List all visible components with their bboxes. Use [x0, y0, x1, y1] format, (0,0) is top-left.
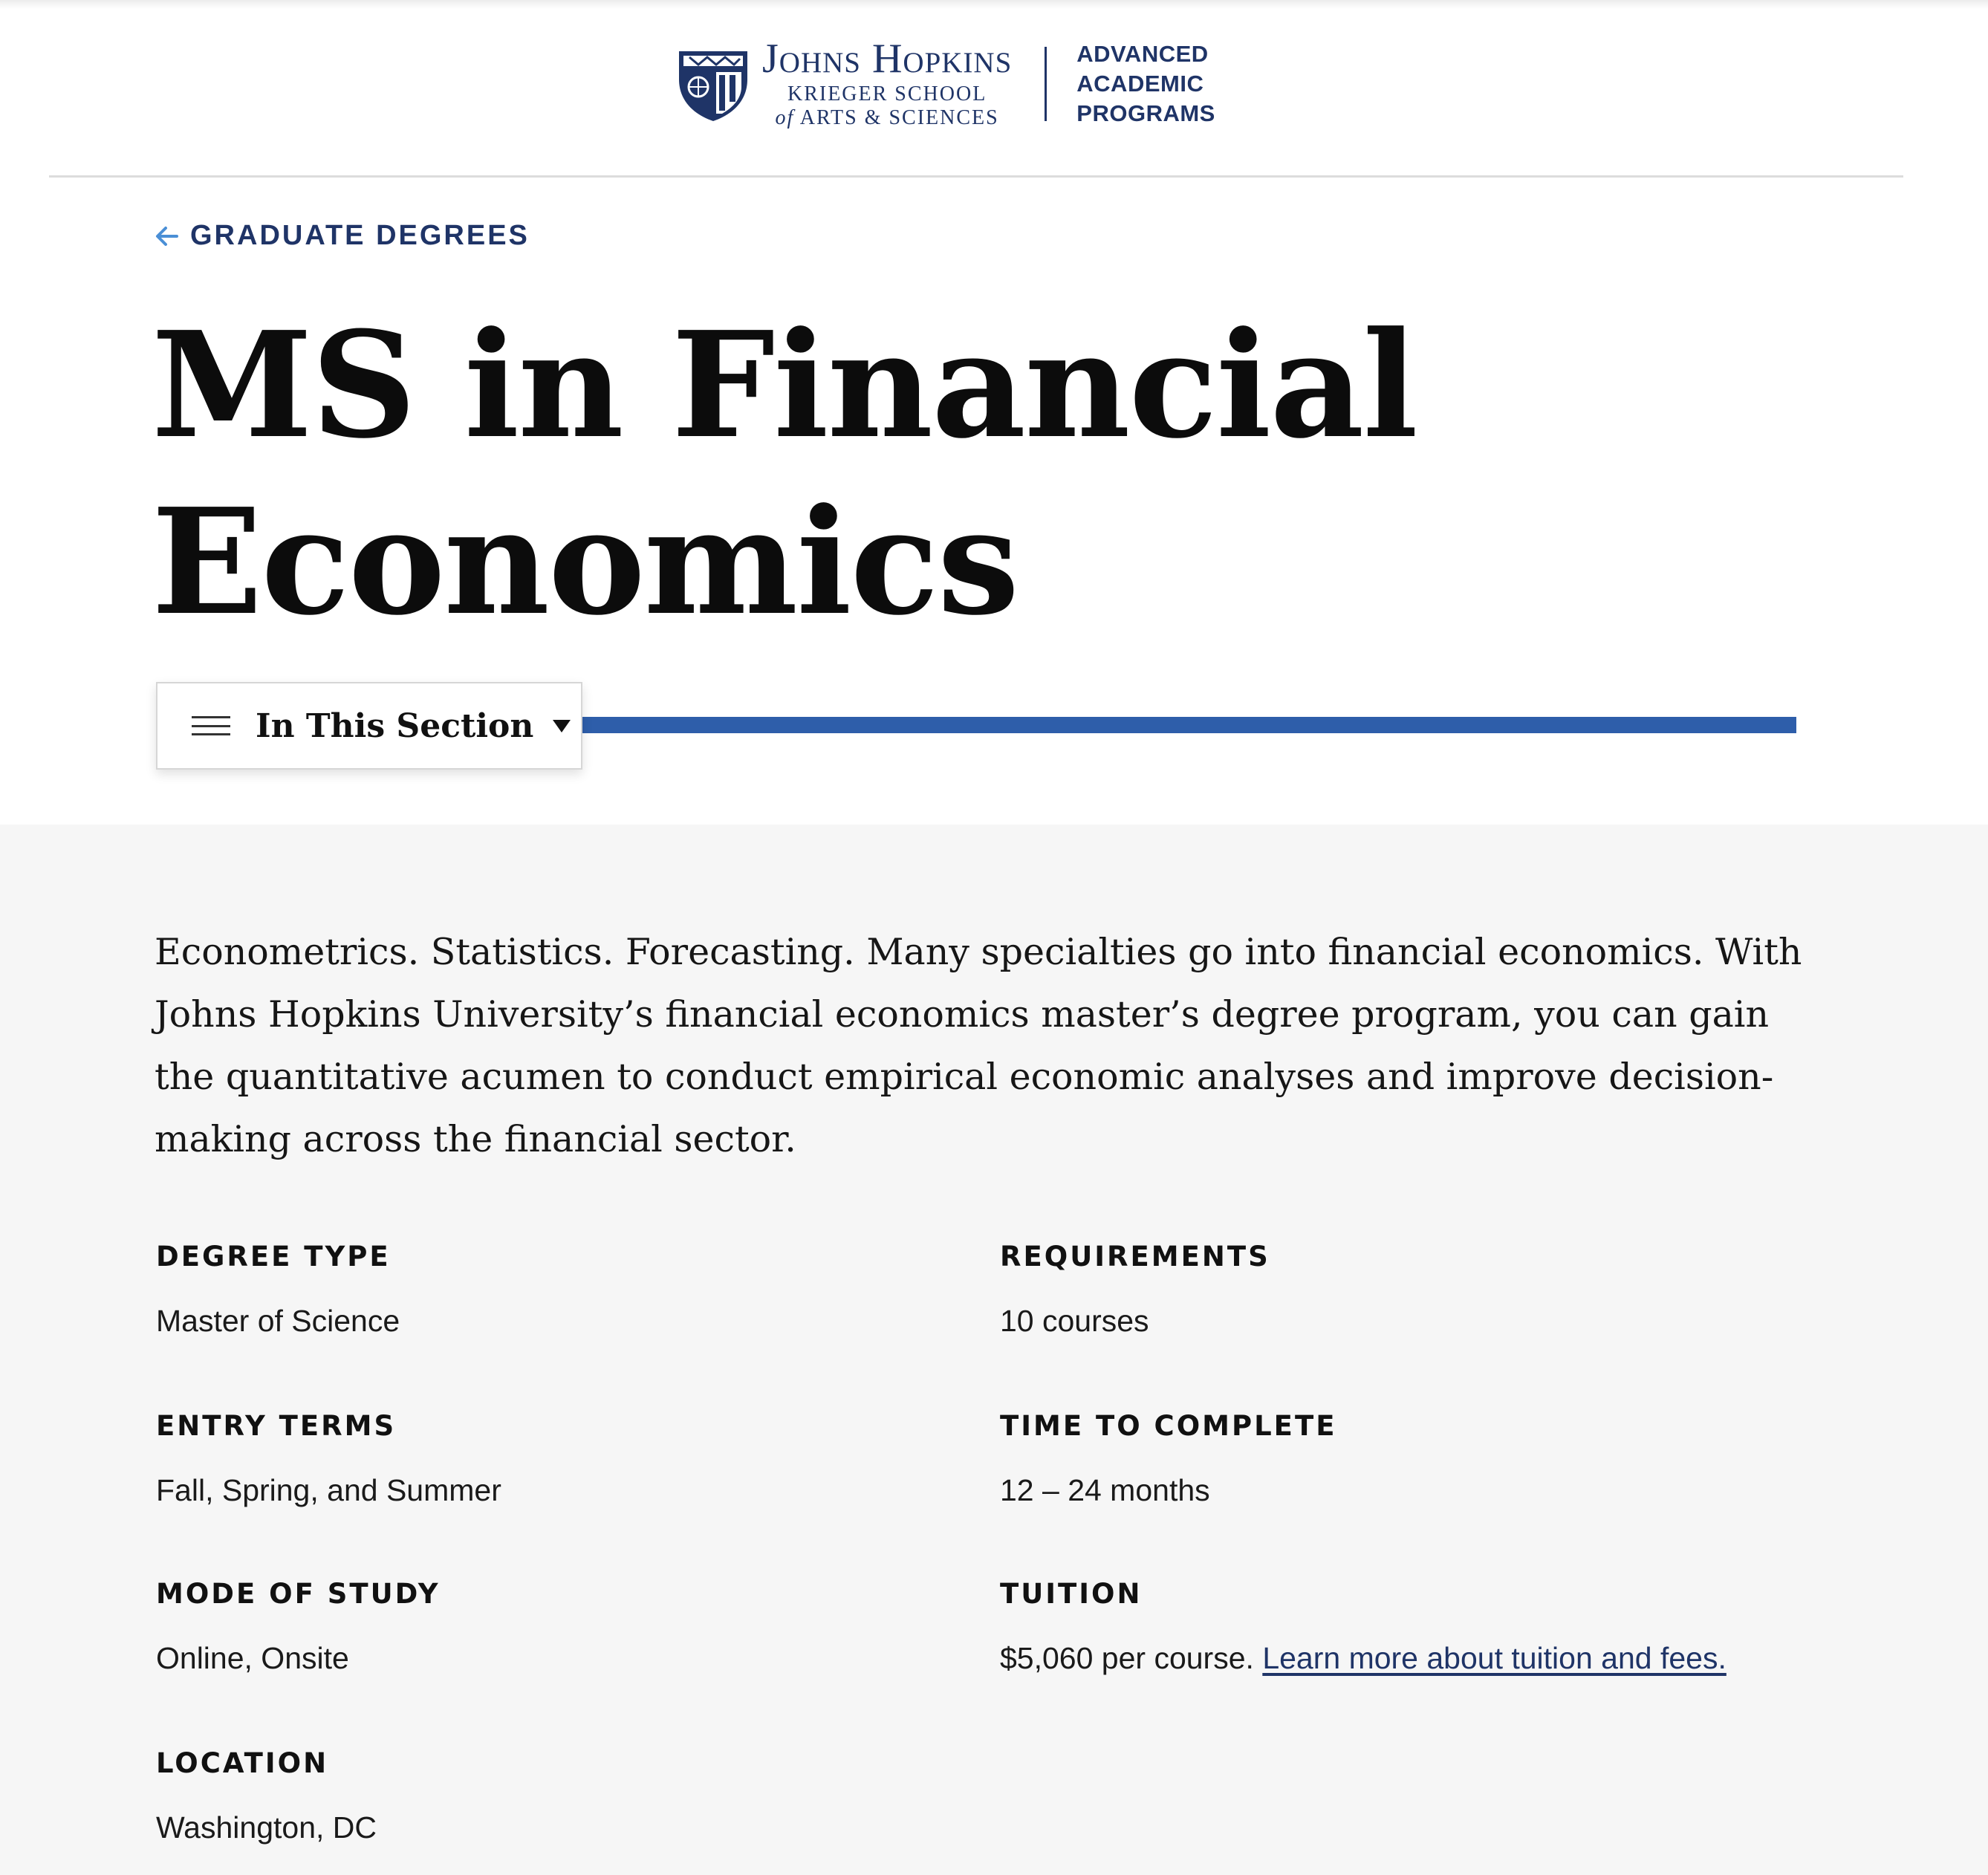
fact-value: Master of Science: [156, 1304, 400, 1338]
site-header: [0, 0, 1988, 178]
program-line-1: ADVANCED: [1076, 41, 1209, 67]
fact-label: MODE OF STUDY: [156, 1578, 441, 1610]
page-title-line-1: MS in Financial: [152, 300, 1417, 471]
page-title: [152, 297, 1637, 651]
jhu-wordmark: [762, 37, 1012, 130]
fact-value: 12 – 24 months: [1000, 1473, 1210, 1507]
hamburger-icon: [192, 716, 230, 735]
fact-time-to-complete: [1000, 1410, 1773, 1518]
fact-label: DEGREE TYPE: [156, 1241, 391, 1273]
fact-label: REQUIREMENTS: [1000, 1241, 1270, 1273]
header-divider: [49, 175, 1903, 178]
fact-value: [1000, 1631, 1773, 1686]
school-line-1: KRIEGER SCHOOL: [787, 82, 987, 106]
tuition-amount: $5,060 per course.: [1000, 1641, 1254, 1675]
in-this-section-label: In This Section: [256, 706, 534, 745]
university-name: Johns Hopkins: [762, 36, 1013, 82]
section-accent-bar: [582, 717, 1796, 733]
fact-label: LOCATION: [156, 1747, 329, 1779]
fact-requirements: [1000, 1241, 1773, 1348]
fact-value: Washington, DC: [156, 1810, 377, 1845]
header-shadow: [0, 0, 1988, 9]
in-this-section-button[interactable]: [156, 682, 582, 770]
program-line-3: PROGRAMS: [1076, 100, 1215, 126]
fact-value: Online, Onsite: [156, 1641, 349, 1675]
fact-label: TIME TO COMPLETE: [1000, 1410, 1337, 1442]
arrow-left-icon: [155, 225, 180, 247]
fact-tuition: [1000, 1578, 1773, 1686]
jhu-shield-icon: [676, 45, 750, 123]
fact-entry-terms: [156, 1410, 929, 1518]
jhu-logo[interactable]: [676, 28, 1215, 140]
logo-divider: [1045, 47, 1047, 121]
breadcrumb-graduate-degrees[interactable]: [155, 220, 530, 252]
page-title-line-2: Economics: [152, 477, 1019, 648]
tuition-fees-link[interactable]: Learn more about tuition and fees.: [1262, 1641, 1726, 1675]
fact-value: 10 courses: [1000, 1304, 1149, 1338]
fact-label: TUITION: [1000, 1578, 1143, 1610]
fact-location: [156, 1747, 929, 1855]
caret-down-icon: [553, 720, 571, 732]
program-line-2: ACADEMIC: [1076, 71, 1204, 97]
fact-label: ENTRY TERMS: [156, 1410, 397, 1442]
school-line-2-rest: ARTS & SCIENCES: [799, 106, 999, 130]
school-line-2: [776, 106, 999, 130]
school-line-2-prefix: of: [775, 106, 795, 130]
fact-mode-of-study: [156, 1578, 929, 1686]
program-name: [1076, 39, 1215, 129]
program-overview: [0, 825, 1988, 1875]
intro-paragraph: Econometrics. Statistics. Forecasting. Many specialties go into financial economics. With Johns Hopkins University’s financial economics master’s degree program, you can gain the quantitative acumen to conduct empirical economic analyses and improve decision-making across the financial sector.: [155, 931, 1802, 1160]
fact-degree-type: [156, 1241, 929, 1348]
breadcrumb-label: GRADUATE DEGREES: [190, 220, 530, 251]
fact-value: Fall, Spring, and Summer: [156, 1473, 501, 1507]
